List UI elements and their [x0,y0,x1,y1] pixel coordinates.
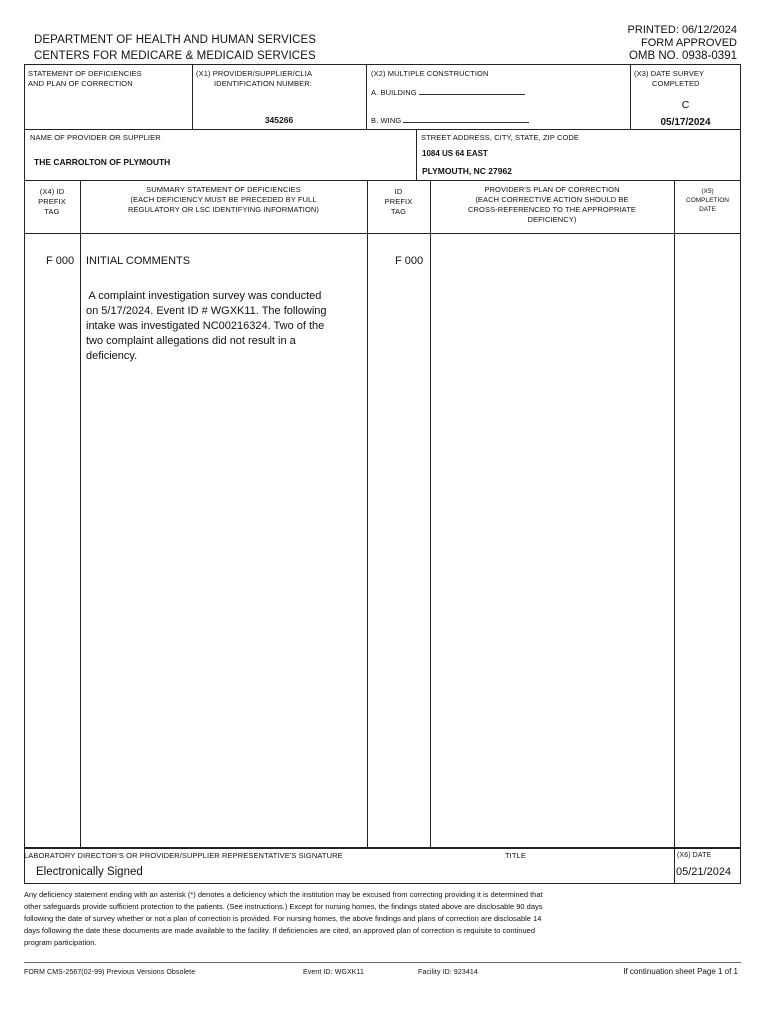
disclaimer: Any deficiency statement ending with an asterisk (*) denotes a deficiency which the institution may be excused from correcting providing it is determined that other safeguards provide sufficient protection to the patients. (See instructions.) Except for nursing homes, the findings stated above are disclosable 90 days following the date of survey whether or not a plan of correction is provided. For nursing homes, the above findings and plans of correction are disclosable 14 days following the date these documents are made available to the facility. If deficiencies are cited, an approved plan of correction is requisite to continued program participation. [24,890,543,947]
omb-number: OMB NO. 0938-0391 [628,50,737,62]
agency-line-1: DEPARTMENT OF HEALTH AND HUMAN SERVICES [34,34,317,46]
entry-heading: INITIAL COMMENTS [86,255,191,267]
agency-header [34,32,316,64]
agency-line-2: CENTERS FOR MEDICARE & MEDICAID SERVICES [34,50,316,62]
page-indicator: If continuation sheet Page 1 of 1 [623,967,738,976]
x5-header: (X5) COMPLETION DATE [686,188,729,213]
x3-label: (X3) DATE SURVEY COMPLETED [634,69,705,88]
x1-label: (X1) PROVIDER/SUPPLIER/CLIA IDENTIFICATION NUMBER: [196,69,313,88]
printed-date: PRINTED: 06/12/2024 [627,24,737,36]
statement-label: STATEMENT OF DEFICIENCIES AND PLAN OF CORRECTION [28,69,142,88]
signature-date: 05/21/2024 [676,866,732,878]
form-number: FORM CMS-2567(02-99) Previous Versions Obsolete [24,969,196,976]
form-approved: FORM APPROVED [641,37,737,49]
survey-code: C [681,99,690,111]
deficiency-table [24,180,741,848]
provider-name-label: NAME OF PROVIDER OR SUPPLIER [30,133,161,142]
address-line-2: PLYMOUTH, NC 27962 [422,166,512,176]
provider-id-number: 345266 [264,115,294,125]
summary-header: SUMMARY STATEMENT OF DEFICIENCIES (EACH DEFICIENCY MUST BE PRECEDED BY FULL REGULATORY OR LSC IDENTIFYING INFORMATION) [127,185,320,214]
signature-label: LABORATORY DIRECTOR'S OR PROVIDER/SUPPLIER REPRESENTATIVE'S SIGNATURE [24,851,343,860]
signature-value: Electronically Signed [36,866,143,878]
plan-header: PROVIDER'S PLAN OF CORRECTION (EACH CORRECTIVE ACTION SHOULD BE CROSS-REFERENCED TO THE APPROPRIATE DEFICIENCY) [468,185,636,224]
x4-header: (X4) ID PREFIX TAG [38,187,66,216]
left-prefix-tag: F 000 [46,255,75,267]
address-label: STREET ADDRESS, CITY, STATE, ZIP CODE [421,133,580,142]
event-id: Event ID: WGXK11 [303,969,364,976]
wing-field: B. WING [371,114,529,126]
facility-id: Facility ID: 923414 [418,969,478,976]
x2-label: (X2) MULTIPLE CONSTRUCTION [371,69,489,78]
title-label: TITLE [505,851,526,860]
building-field: A. BUILDING [371,86,525,98]
entry-text: A complaint investigation survey was conducted on 5/17/2024. Event ID # WGXK11. The following intake was investigated NC00216324. Two of the two complaint allegations did not result in a deficiency. [86,290,327,362]
form-approval-block [628,24,737,63]
id-prefix-header: ID PREFIX TAG [384,187,413,216]
survey-completed-date: 05/17/2024 [660,117,711,128]
date-label: (X6) DATE [677,852,712,859]
address-line-1: 1084 US 64 EAST [422,149,488,158]
right-prefix-tag: F 000 [395,255,424,267]
provider-name: THE CARROLTON OF PLYMOUTH [34,157,171,167]
